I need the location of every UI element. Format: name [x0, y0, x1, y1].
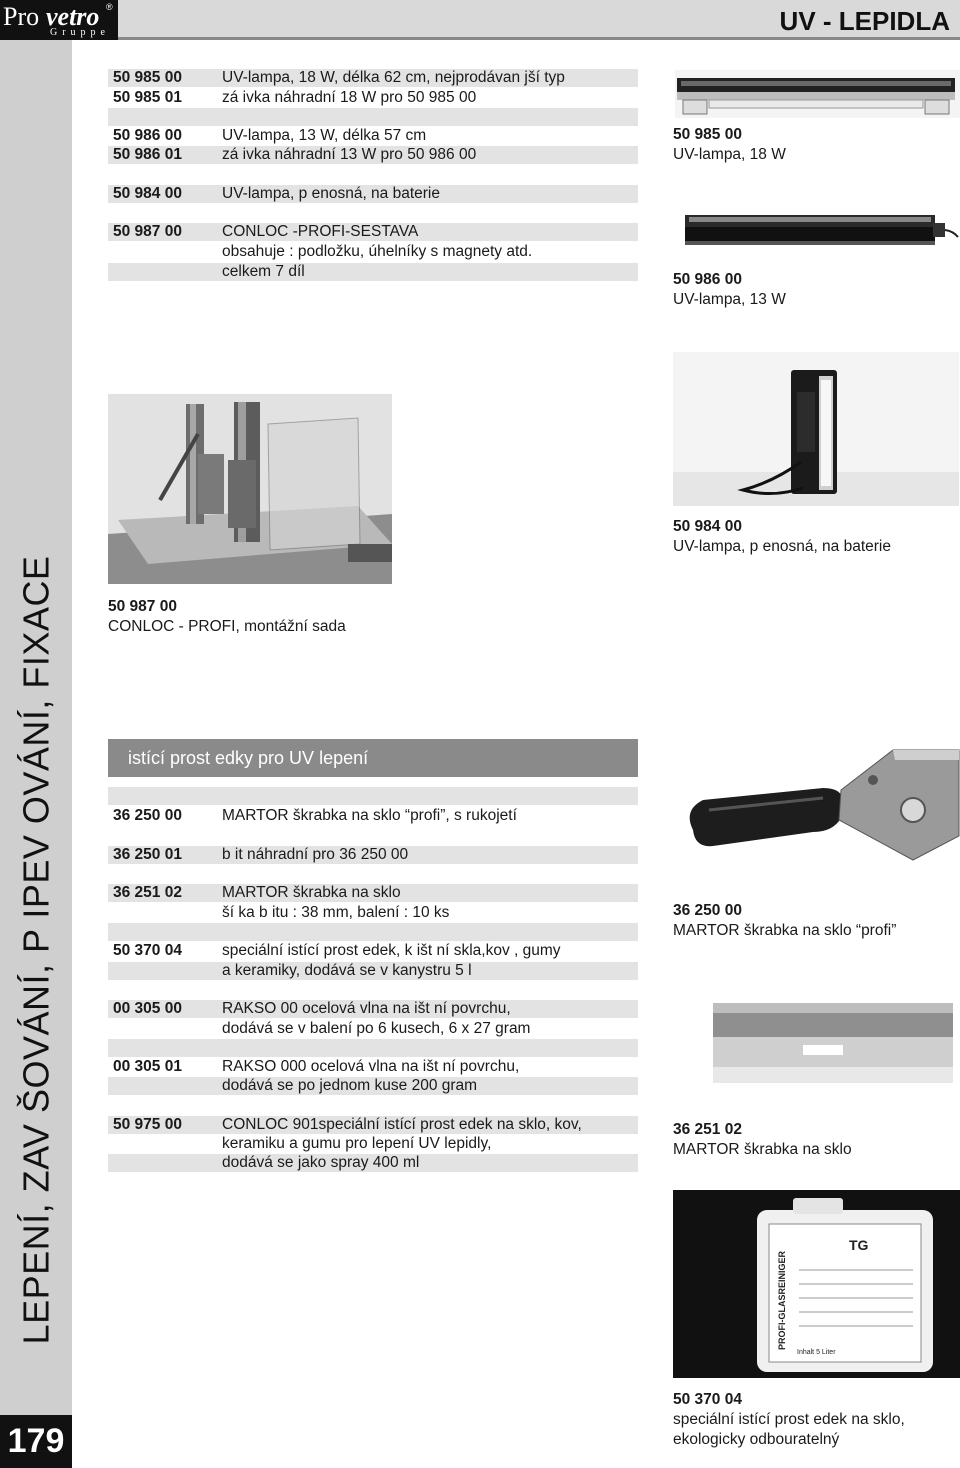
caption-code: 50 986 00 — [673, 271, 742, 288]
product-code: 36 250 00 — [113, 807, 182, 824]
table-row — [108, 1154, 638, 1172]
page-title: UV - LEPIDLA — [779, 6, 950, 36]
table-row — [108, 1000, 638, 1018]
logo-pro: Pro — [3, 2, 40, 31]
product-desc: speciální istící prost edek, k išt ní skla,kov , gumy — [222, 942, 561, 959]
product-desc: obsahuje : podložku, úhelníky s magnety atd. — [222, 243, 533, 260]
caption-text: UV-lampa, 13 W — [673, 291, 786, 308]
product-desc: a keramiky, dodává se v kanystru 5 l — [222, 962, 472, 979]
table-row — [108, 1020, 638, 1038]
table-row — [108, 904, 638, 922]
table-row — [108, 223, 638, 241]
caption-text-line1: speciální istící prost edek na sklo, — [673, 1411, 905, 1428]
product-code: 50 987 00 — [113, 223, 182, 240]
cleaner-canister-photo — [673, 1190, 960, 1378]
product-code: 00 305 01 — [113, 1058, 182, 1075]
product-desc: CONLOC -PROFI-SESTAVA — [222, 223, 419, 240]
product-desc: zá ivka náhradní 13 W pro 50 986 00 — [222, 146, 477, 163]
lamp-18w-image — [675, 70, 960, 118]
product-desc: dodává se v balení po 6 kusech, 6 x 27 gram — [222, 1020, 531, 1037]
caption-code: 36 251 02 — [673, 1121, 742, 1138]
caption-text: MARTOR škrabka na sklo “profi” — [673, 922, 897, 939]
table-row — [108, 962, 638, 980]
lamp-13w-photo — [675, 193, 960, 263]
table-row — [108, 1077, 638, 1095]
caption-code: 50 984 00 — [673, 518, 742, 535]
caption-text-line2: ekologicky odbouratelný — [673, 1431, 840, 1448]
product-code: 00 305 00 — [113, 1000, 182, 1017]
table-row — [108, 1116, 638, 1134]
header-bar — [118, 0, 960, 40]
caption-lamp-18w — [673, 125, 953, 165]
table-row — [108, 185, 638, 203]
battery-lamp-photo — [673, 352, 959, 506]
caption-text: UV-lampa, p enosná, na baterie — [673, 538, 891, 555]
caption-scraper-profi — [673, 901, 960, 941]
product-desc: b it náhradní pro 36 250 00 — [222, 846, 409, 863]
product-code: 50 975 00 — [113, 1116, 182, 1133]
brand-logo — [0, 0, 118, 40]
product-desc: zá ivka náhradní 18 W pro 50 985 00 — [222, 89, 477, 106]
product-desc: ší ka b itu : 38 mm, balení : 10 ks — [222, 904, 450, 921]
row-separator — [108, 787, 638, 805]
table-row — [108, 89, 638, 107]
canister-product: PROFI-GLASREINIGER — [777, 1250, 787, 1350]
scraper-blade-image — [673, 993, 960, 1109]
row-separator — [108, 923, 638, 941]
product-code: 50 984 00 — [113, 185, 182, 202]
vertical-title-text: LEPENÍ, ZAV ŠOVÁNÍ, P IPEV OVÁNÍ, FIXACE — [15, 555, 56, 1345]
battery-lamp-image — [673, 352, 959, 506]
cleaner-canister-image — [673, 1190, 960, 1378]
caption-conloc-set — [108, 597, 408, 637]
product-code: 50 986 01 — [113, 146, 182, 163]
caption-battery-lamp — [673, 517, 959, 557]
table-row — [108, 942, 638, 960]
conloc-set-photo — [108, 394, 392, 584]
caption-code: 50 370 04 — [673, 1391, 742, 1408]
conloc-set-image — [108, 394, 392, 584]
page-number: 179 — [0, 1415, 72, 1468]
product-code: 50 985 01 — [113, 89, 182, 106]
product-code: 36 251 02 — [113, 884, 182, 901]
caption-code: 50 985 00 — [673, 126, 742, 143]
caption-code: 36 250 00 — [673, 902, 742, 919]
product-desc: dodává se po jednom kuse 200 gram — [222, 1077, 478, 1094]
product-desc: celkem 7 díl — [222, 263, 305, 280]
caption-text: CONLOC - PROFI, montážní sada — [108, 618, 346, 635]
table-row — [108, 146, 638, 164]
row-separator — [108, 108, 638, 126]
product-desc: RAKSO 00 ocelová vlna na išt ní povrchu, — [222, 1000, 511, 1017]
logo-vetro: vetro — [46, 2, 100, 31]
logo-registered: ® — [106, 2, 113, 12]
scraper-blade-photo — [673, 993, 960, 1109]
scraper-profi-photo — [673, 740, 960, 890]
table-row — [108, 127, 638, 145]
product-desc: keramiku a gumu pro lepení UV lepidly, — [222, 1135, 492, 1152]
product-code: 50 370 04 — [113, 942, 182, 959]
scraper-profi-image — [673, 740, 960, 890]
vertical-category-title — [0, 530, 72, 1370]
product-desc: CONLOC 901speciální istící prost edek na sklo, kov, — [222, 1116, 582, 1133]
canister-volume: Inhalt 5 Liter — [797, 1349, 836, 1356]
table-row — [108, 243, 638, 261]
table-row — [108, 1058, 638, 1076]
product-desc: RAKSO 000 ocelová vlna na išt ní povrchu, — [222, 1058, 520, 1075]
canister-brand: TG — [849, 1237, 869, 1253]
table-row — [108, 846, 638, 864]
table-row — [108, 69, 638, 87]
product-desc: dodává se jako spray 400 ml — [222, 1154, 420, 1171]
lamp-13w-image — [675, 193, 960, 263]
product-desc: MARTOR škrabka na sklo — [222, 884, 401, 901]
product-code: 50 986 00 — [113, 127, 182, 144]
caption-code: 50 987 00 — [108, 598, 177, 615]
table-row — [108, 884, 638, 902]
product-code: 50 985 00 — [113, 69, 182, 86]
product-desc: MARTOR škrabka na sklo “profi”, s rukojetí — [222, 807, 517, 824]
product-desc: UV-lampa, p enosná, na baterie — [222, 185, 440, 202]
caption-scraper-blade — [673, 1120, 960, 1160]
section-title-cleaning: istící prost edky pro UV lepení — [108, 739, 638, 777]
row-separator — [108, 1039, 638, 1057]
table-row — [108, 807, 638, 825]
table-row — [108, 263, 638, 281]
caption-text: MARTOR škrabka na sklo — [673, 1141, 852, 1158]
product-desc: UV-lampa, 18 W, délka 62 cm, nejprodávan jší typ — [222, 69, 565, 86]
caption-lamp-13w — [673, 270, 953, 310]
product-code: 36 250 01 — [113, 846, 182, 863]
table-row — [108, 1135, 638, 1153]
logo-gruppe: Gruppe — [50, 27, 110, 38]
product-desc: UV-lampa, 13 W, délka 57 cm — [222, 127, 427, 144]
caption-cleaner — [673, 1390, 960, 1450]
caption-text: UV-lampa, 18 W — [673, 146, 786, 163]
lamp-18w-photo — [675, 70, 960, 118]
